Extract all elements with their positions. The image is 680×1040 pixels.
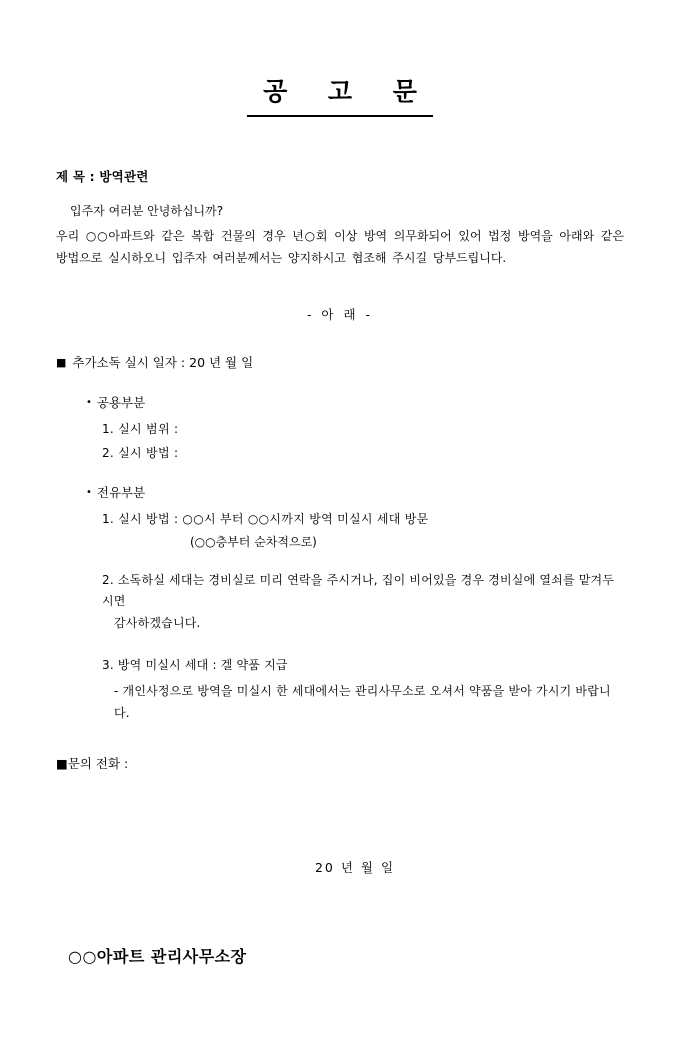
round-bullet-icon: •: [86, 396, 92, 408]
common-area-heading: [86, 393, 624, 411]
round-bullet-icon: •: [86, 486, 92, 498]
private-area-item-1: 1. 실시 방법 : ○○시 부터 ○○시까지 방역 미실시 세대 방문: [102, 511, 429, 526]
greeting-text: 입주자 여러분 안녕하십니까?: [70, 203, 224, 218]
subject-line: 제 목 : 방역관련: [56, 168, 149, 184]
private-area-block: [86, 483, 624, 527]
common-area-item-2: 2. 실시 방법 :: [102, 445, 179, 460]
date-footer: 20 년 월 일: [314, 860, 396, 876]
common-area-item-1: 1. 실시 범위 :: [102, 421, 179, 436]
signature-line: ○○아파트 관리사무소장: [68, 947, 247, 967]
private-area-item-1-note: (○○층부터 순차적으로): [190, 534, 317, 549]
section-disinfection-date: [56, 353, 624, 371]
private-area-item-3-text: 3. 방역 미실시 세대 : 겔 약품 지급: [102, 657, 288, 672]
private-area-item-3-note: - 개인사정으로 방역을 미실시 한 세대에서는 관리사무소로 오셔서 약품을 받아 가시기 바랍니다.: [114, 684, 611, 720]
private-area-item-2: [102, 570, 624, 635]
private-area-item-3: [102, 655, 624, 725]
section-disinfection-date-label: 추가소독 실시 일자 : 20 년 월 일: [72, 354, 254, 370]
private-area-heading: [86, 483, 624, 501]
section-contact-phone-label: 문의 전화 :: [67, 756, 129, 772]
title-container: [56, 78, 624, 117]
document-page: [0, 78, 680, 1040]
private-area-item-2-text: 2. 소독하실 세대는 경비실로 미리 연락을 주시거나, 집이 비어있을 경우 경비실에 열쇠를 맡겨두시면: [102, 572, 615, 609]
common-area-label: 공용부분: [96, 394, 146, 410]
arae-heading: - 아 래 -: [306, 306, 374, 322]
square-bullet-icon: ■: [56, 756, 68, 772]
common-area-block: [86, 393, 624, 461]
private-area-label: 전유부분: [96, 484, 146, 500]
square-bullet-icon: ■: [56, 355, 67, 369]
intro-paragraph: 우리 ○○아파트와 같은 복합 건물의 경우 년○회 이상 방역 의무화되어 있어 법정 방역을 아래와 같은 방법으로 실시하오니 입주자 여러분께서는 양지하시고 협조해 주시길 당부드립니다.: [56, 228, 624, 265]
private-area-item-2-continued: 감사하겠습니다.: [114, 616, 201, 631]
page-title: 공 고 문: [247, 78, 433, 117]
section-contact-phone: [56, 754, 624, 772]
